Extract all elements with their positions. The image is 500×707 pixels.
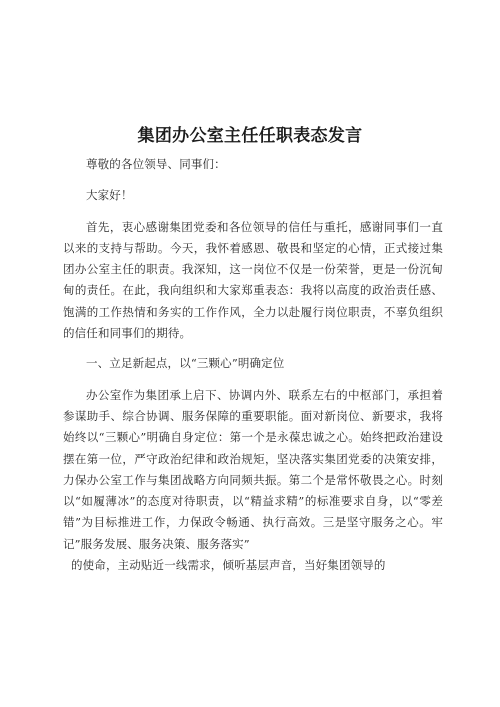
section-heading-1: 一、立足新起点，以“三颗心”明确定位 bbox=[86, 356, 285, 371]
document-title: 集团办公室主任任职表态发言 bbox=[137, 126, 363, 146]
document-body bbox=[63, 154, 443, 576]
greeting: 大家好！ bbox=[86, 188, 133, 203]
paragraph-section-1: 办公室作为集团承上启下、协调内外、联系左右的中枢部门，承担着参谋助手、综合协调、服务保障的重要职能。面对新岗位、新要求，我将始终以“三颗心”明确自身定位：第一个是永葆忠诚之心。始终把政治建设摆在第一位，严守政治纪律和政治规矩，坚决落实集团党委的决策安排，力保办公室工作与集团战略方向同频共振。第二个是常怀敬畏之心。时刻以“如履薄冰”的态度对待职责，以“精益求精”的标准要求自身，以“零差错”为目标推进工作，力保政令畅通、执行高效。三是坚守服务之心。牢记”服务发展、服务决策、服务落实” bbox=[63, 387, 443, 551]
salutation: 尊敬的各位领导、同事们： bbox=[86, 157, 226, 171]
paragraph-continuation: 的使命，主动贴近一线需求，倾听基层声音，当好集团领导的 bbox=[71, 558, 386, 573]
paragraph-intro: 首先，衷心感谢集团党委和各位领导的信任与重托，感谢同事们一直以来的支持与帮助。今天，我怀着感恩、敬畏和坚定的心情，正式接过集团办公室主任的职责。我深知，这一岗位不仅是一份荣誉，更是一份沉甸甸的责任。在此，我向组织和大家郑重表态：我将以高度的政治责任感、饱满的工作热情和务实的工作作风，全力以赴履行岗位职责，不辜负组织的信任和同事们的期待。 bbox=[63, 219, 443, 341]
